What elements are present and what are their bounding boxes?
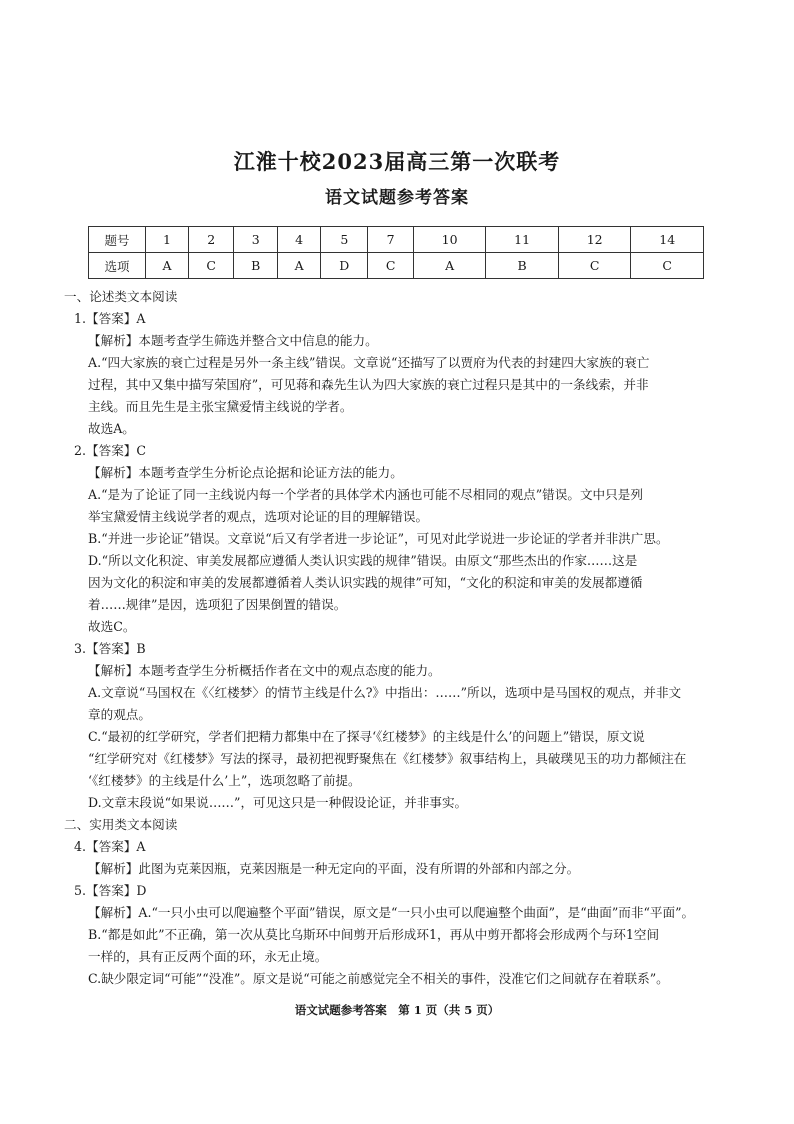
answer-key-table <box>88 226 704 279</box>
answer-option: B <box>486 253 559 279</box>
answer-heading: 4.【答案】A <box>74 839 146 854</box>
explanation-line: C.缺少限定词“可能”“没准”。原文是说“可能之前感觉完全不相关的事件，没准它们之间就存在着联系”。 <box>88 971 669 986</box>
page-title: 江淮十校2023届高三第一次联考 <box>233 149 561 174</box>
answer-option: C <box>631 253 704 279</box>
answer-option: A <box>413 253 486 279</box>
answer-heading: 3.【答案】B <box>74 641 146 656</box>
explanation-line: 【解析】A.“一只小虫可以爬遍整个平面”错误，原文是“一只小虫可以爬遍整个曲面”，是“曲面”而非“平面”。 <box>88 905 695 920</box>
explanation-line: 章的观点。 <box>88 707 151 722</box>
explanation-line: 一样的，具有正反两个面的环，永无止境。 <box>88 949 328 964</box>
question-number: 7 <box>368 227 413 253</box>
explanation-line: D.文章末段说“如果说……”，可见这只是一种假设论证，并非事实。 <box>88 795 468 810</box>
explanation-line: A.文章说“马国权在《〈红楼梦〉的情节主线是什么?》中指出：……”所以，选项中是马国权的观点，并非文 <box>88 685 682 700</box>
question-number: 2 <box>189 227 234 253</box>
explanation-line: B.“并进一步论证”错误。文章说“后又有学者进一步论证”，可见对此学说进一步论证的学者并非洪广思。 <box>88 531 669 546</box>
explanation-line: 【解析】本题考查学生分析论点论据和论证方法的能力。 <box>88 465 403 480</box>
answer-option: A <box>278 253 321 279</box>
answer-option: D <box>321 253 368 279</box>
explanation-line: 故选C。 <box>88 619 136 634</box>
question-number: 1 <box>146 227 189 253</box>
section-heading: 二、实用类文本阅读 <box>64 817 178 832</box>
question-number: 11 <box>486 227 559 253</box>
explanation-line: D.“所以文化积淀、审美发展都应遵循人类认识实践的规律”错误。由原文“那些杰出的作家……这是 <box>88 553 638 568</box>
answer-option: C <box>558 253 631 279</box>
explanation-line: A.“四大家族的衰亡过程是另外一条主线”错误。文章说“还描写了以贾府为代表的封建四大家族的衰亡 <box>88 355 650 370</box>
row-label-answer: 选项 <box>89 253 146 279</box>
answer-option: C <box>189 253 234 279</box>
question-number: 12 <box>558 227 631 253</box>
question-number: 5 <box>321 227 368 253</box>
table-row-answers <box>89 253 704 279</box>
explanation-line: 故选A。 <box>88 421 135 436</box>
row-label-number: 题号 <box>89 227 146 253</box>
page-subtitle: 语文试题参考答案 <box>325 188 469 208</box>
answer-heading: 5.【答案】D <box>74 883 147 898</box>
explanation-line: 过程，其中又集中描写荣国府”，可见蒋和森先生认为四大家族的衰亡过程只是其中的一条线索，并非 <box>88 377 649 392</box>
explanation-line: B.“都是如此”不正确，第一次从莫比乌斯环中间剪开后形成环1，再从中剪开都将会形成两个与环1空间 <box>88 927 660 942</box>
table-row-numbers <box>89 227 704 253</box>
explanation-line: 因为文化的积淀和审美的发展都遵循着人类认识实践的规律”可知，“文化的积淀和审美的发展都遵循 <box>88 575 643 590</box>
explanation-line: 【解析】本题考查学生分析概括作者在文中的观点态度的能力。 <box>88 663 441 678</box>
explanation-line: 主线。而且先生是主张宝黛爱情主线说的学者。 <box>88 399 353 414</box>
answer-option: B <box>234 253 278 279</box>
explanation-line: C.“最初的红学研究，学者们把精力都集中在了探寻‘《红楼梦》的主线是什么’的问题上”错误，原文说 <box>88 729 645 744</box>
answer-option: C <box>368 253 413 279</box>
explanation-line: 举宝黛爱情主线说学者的观点，选项对论证的目的理解错误。 <box>88 509 429 524</box>
answer-heading: 2.【答案】C <box>74 443 147 458</box>
answer-option: A <box>146 253 189 279</box>
explanation-line: 着……规律”是因，选项犯了因果倒置的错误。 <box>88 597 347 612</box>
question-number: 10 <box>413 227 486 253</box>
explanation-line: ‘《红楼梦》的主线是什么’上”，选项忽略了前提。 <box>88 773 361 788</box>
explanation-line: 【解析】此图为克莱因瓶，克莱因瓶是一种无定向的平面，没有所谓的外部和内部之分。 <box>88 861 580 876</box>
explanation-line: 【解析】本题考查学生筛选并整合文中信息的能力。 <box>88 333 378 348</box>
page-footer: 语文试题参考答案 第 1 页（共 5 页） <box>294 1003 500 1017</box>
question-number: 4 <box>278 227 321 253</box>
answer-heading: 1.【答案】A <box>74 311 146 326</box>
question-number: 14 <box>631 227 704 253</box>
explanation-line: A.“是为了论证了同一主线说内每一个学者的具体学术内涵也可能不尽相同的观点”错误。文中只是列 <box>88 487 643 502</box>
explanation-line: “红学研究对《红楼梦》写法的探寻，最初把视野聚焦在《红楼梦》叙事结构上，具破璞见玉的功力都倾注在 <box>88 751 687 766</box>
question-number: 3 <box>234 227 278 253</box>
section-heading: 一、论述类文本阅读 <box>64 289 178 304</box>
